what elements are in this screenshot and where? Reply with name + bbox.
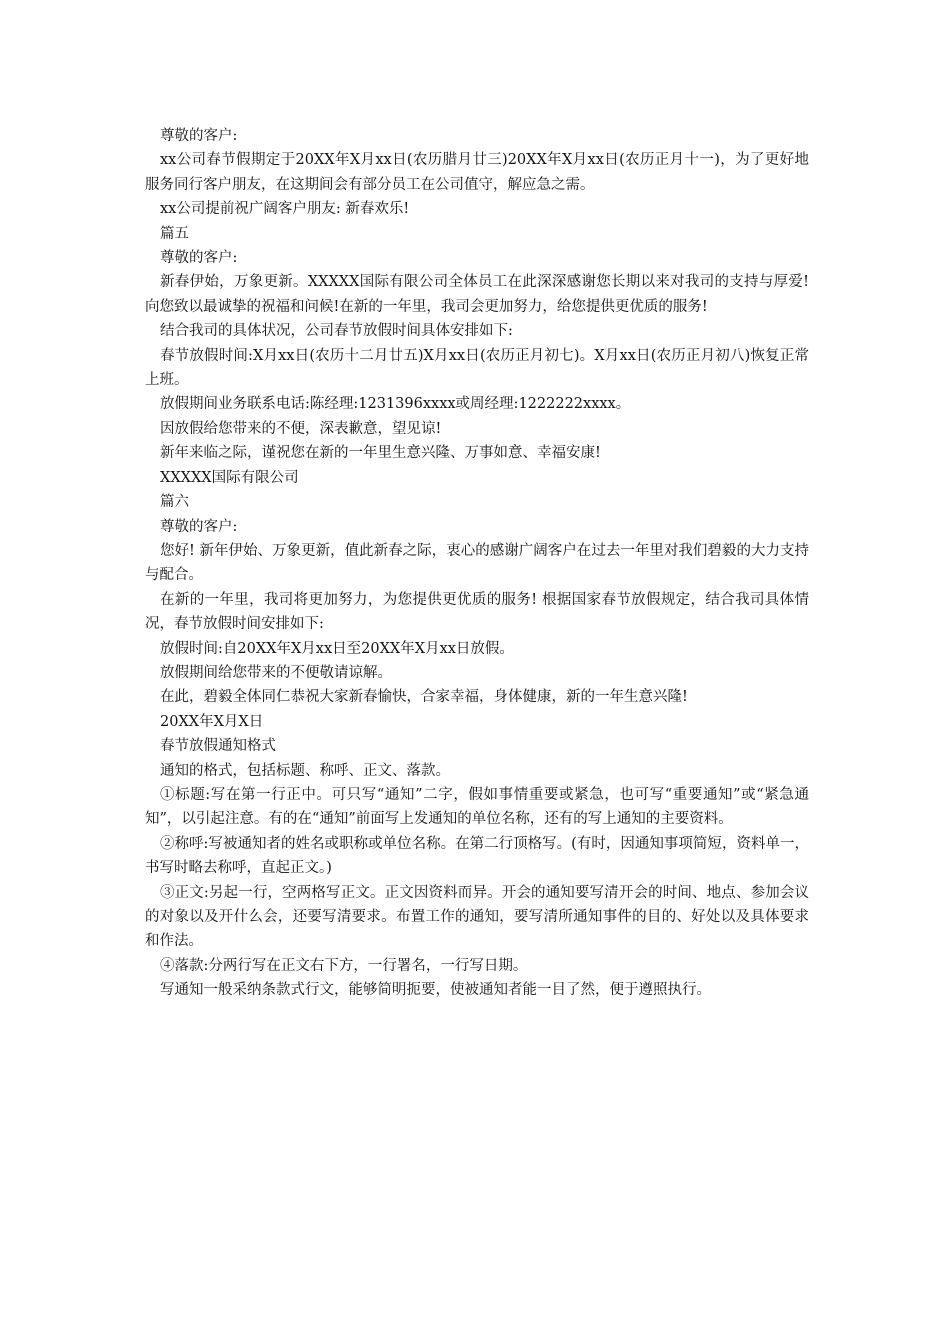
date-line: 20XX年X月X日 [160, 713, 264, 730]
paragraph: 因放假给您带来的不便，深表歉意，望见谅! [160, 420, 442, 437]
signature: XXXXX国际有限公司 [160, 469, 299, 486]
paragraph: 您好! 新年伊始、万象更新，值此新春之际，衷心的感谢广阔客户在过去一年里对我们碧毅的大力支持与配合。 [145, 542, 809, 584]
paragraph: 新年来临之际，谨祝您在新的一年里生意兴隆、万事如意、幸福安康! [160, 445, 601, 462]
paragraph: xx公司春节假期定于20XX年X月xx日(农历腊月廿三)20XX年X月xx日(农历正月十一)，为了更好地服务同行客户朋友，在这期间会有部分员工在公司值守，解应急之需。 [145, 152, 809, 193]
paragraph: 新春伊始，万象更新。XXXXX国际有限公司全体员工在此深深感谢您长期以来对我司的支持与厚爱!向您致以最诚挚的祝福和问候!在新的一年里，我司会更加努力，给您提供更优质的服务! [145, 274, 809, 315]
list-item: ④落款:分两行写在正文右下方，一行署名，一行写日期。 [160, 957, 528, 974]
paragraph: 在新的一年里，我司将更加努力，为您提供更优质的服务! 根据国家春节放假规定，结合我司具体情况，春节放假时间安排如下: [145, 591, 809, 633]
paragraph: 春节放假时间:X月xx日(农历十二月廿五)X月xx日(农历正月初七)。X月xx日(农历正月初八)恢复正常上班。 [145, 347, 809, 389]
paragraph: 放假期间业务联系电话:陈经理:1231396xxxx或周经理:1222222xxxx。 [160, 396, 631, 413]
section-heading: 篇六 [160, 494, 189, 511]
paragraph: 放假时间:自20XX年X月xx日至20XX年X月xx日放假。 [160, 640, 514, 657]
paragraph: 在此，碧毅全体同仁恭祝大家新春愉快，合家幸福，身体健康，新的一年生意兴隆! [160, 689, 688, 706]
paragraph: 放假期间给您带来的不便敬请谅解。 [160, 664, 392, 681]
paragraph: 通知的格式，包括标题、称呼、正文、落款。 [160, 762, 450, 779]
list-item: ①标题:写在第一行正中。可只写“通知”二字，假如事情重要或紧急，也可写“重要通知”或“紧急通知”，以引起注意。有的在“通知”前面写上发通知的单位名称，还有的写上通知的主要资料。 [145, 786, 809, 828]
section-heading: 篇五 [160, 225, 189, 242]
salutation: 尊敬的客户: [160, 518, 238, 535]
list-item: ②称呼:写被通知者的姓名或职称或单位名称。在第二行顶格写。(有时，因通知事项简短，资料单一，书写时略去称呼，直起正文。) [145, 835, 809, 877]
salutation: 尊敬的客户: [160, 250, 238, 267]
salutation: 尊敬的客户: [160, 128, 238, 144]
paragraph: xx公司提前祝广阔客户朋友: 新春欢乐! [160, 201, 410, 218]
paragraph: 结合我司的具体状况，公司春节放假时间具体安排如下: [160, 323, 513, 340]
document-body [145, 124, 809, 1003]
paragraph: 写通知一般采纳条款式行文，能够简明扼要，使被通知者能一目了然，便于遵照执行。 [160, 982, 711, 999]
section-heading: 春节放假通知格式 [160, 738, 276, 755]
list-item: ③正文:另起一行，空两格写正文。正文因资料而异。开会的通知要写清开会的时间、地点、参加会议的对象以及开什么会，还要写清要求。布置工作的通知，要写清所通知事件的目的、好处以及具体要求和作法。 [145, 884, 809, 950]
